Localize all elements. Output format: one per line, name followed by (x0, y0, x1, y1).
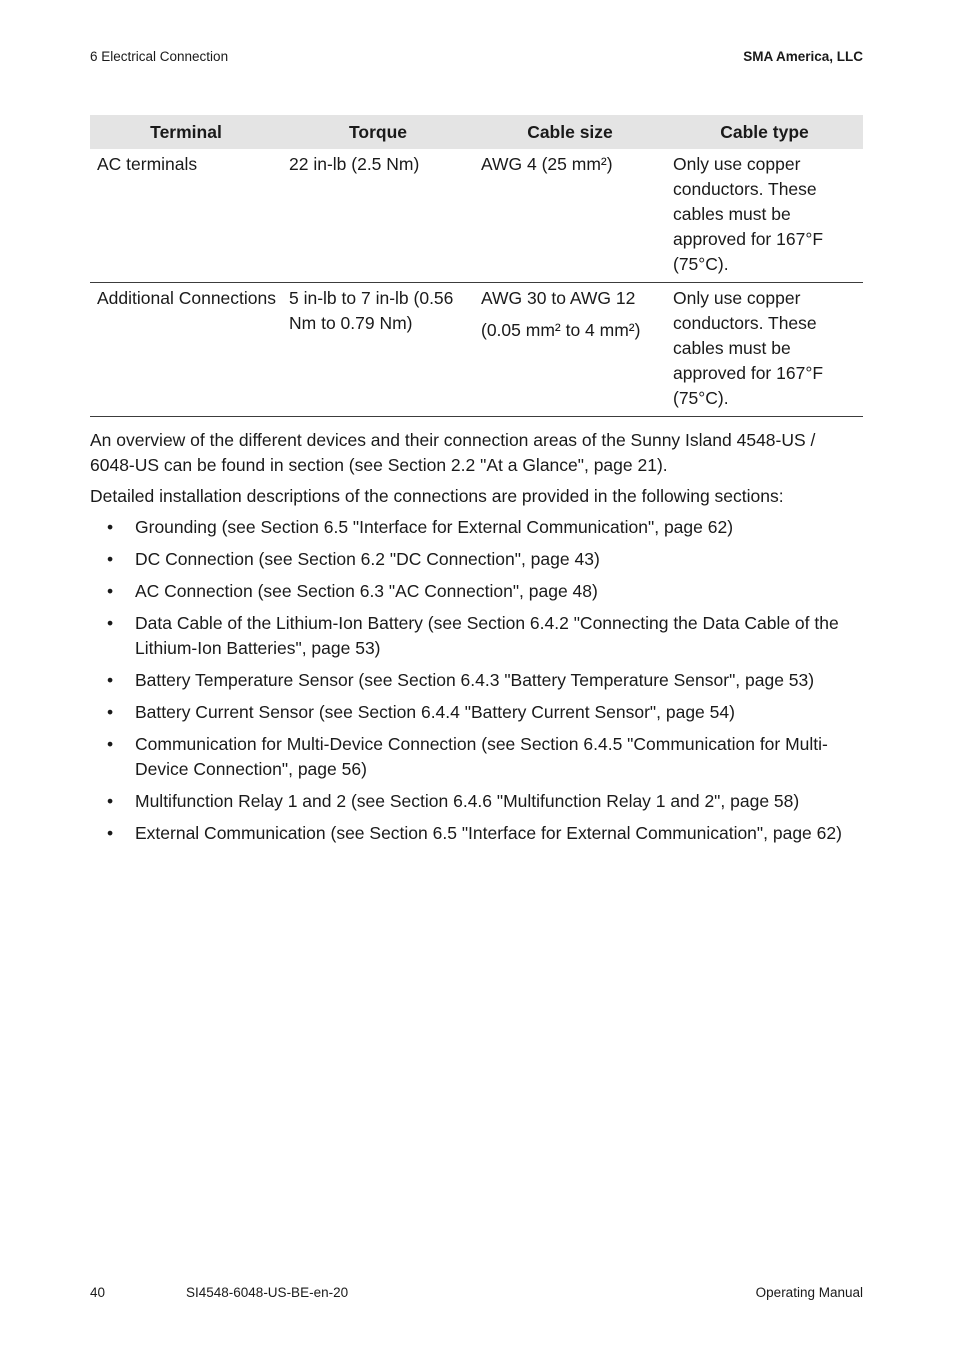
col-header-terminal: Terminal (90, 115, 282, 149)
cell-terminal: AC terminals (90, 149, 282, 283)
overview-paragraph: An overview of the different devices and their connection areas of the Sunny Island 4548-US / 6048-US can be found in section (see Section 2.2 "At a Glance", page 21). (90, 430, 816, 475)
list-item (90, 579, 863, 604)
cable-size-line: (0.05 mm² to 4 mm²) (481, 320, 641, 340)
bullet-marker: • (107, 581, 114, 601)
list-item (90, 789, 863, 814)
bullet-marker: • (107, 670, 114, 690)
list-item (90, 821, 863, 846)
table-row (90, 283, 863, 417)
cell-terminal: Additional Connections (90, 283, 282, 417)
cell-cable-size (474, 283, 666, 417)
running-header-chapter: 6 Electrical Connection (90, 49, 229, 64)
list-item (90, 700, 863, 725)
list-item (90, 515, 863, 540)
cell-cable-type: Only use copper conductors. These cables must be approved for 167°F (75°C). (666, 149, 863, 283)
bullet-marker: • (107, 791, 114, 811)
cell-cable-type: Only use copper conductors. These cables must be approved for 167°F (75°C). (666, 283, 863, 417)
list-item (90, 668, 863, 693)
list-item-text: Battery Temperature Sensor (see Section 6.4.3 "Battery Temperature Sensor", page 53) (135, 670, 815, 690)
list-item-text: Data Cable of the Lithium-Ion Battery (see Section 6.4.2 "Connecting the Data Cable of the Lithium-Ion Batteries", page 53) (135, 613, 839, 658)
page-number: 40 (90, 1285, 106, 1300)
bullet-marker: • (107, 549, 114, 569)
connection-list (90, 515, 863, 846)
cell-torque: 22 in-lb (2.5 Nm) (282, 149, 474, 283)
list-item (90, 611, 863, 661)
list-item-text: DC Connection (see Section 6.2 "DC Connection", page 43) (135, 549, 600, 569)
col-header-cable-type: Cable type (666, 115, 863, 149)
running-header-company: SMA America, LLC (743, 49, 863, 64)
intro-paragraph: Detailed installation descriptions of the connections are provided in the following sections: (90, 486, 784, 506)
list-item-text: Multifunction Relay 1 and 2 (see Section 6.4.6 "Multifunction Relay 1 and 2", page 58) (135, 791, 800, 811)
terminal-spec-table (90, 115, 863, 417)
list-item (90, 732, 863, 782)
body-text (90, 428, 863, 853)
cell-cable-size (474, 149, 666, 283)
list-item-text: Grounding (see Section 6.5 "Interface for External Communication", page 62) (135, 517, 734, 537)
col-header-cable-size: Cable size (474, 115, 666, 149)
table-header-row (90, 115, 863, 149)
cable-size-line: AWG 30 to AWG 12 (481, 288, 636, 308)
bullet-marker: • (107, 734, 114, 754)
list-item (90, 547, 863, 572)
list-item-text: Communication for Multi-Device Connection (see Section 6.4.5 "Communication for Multi-Device Connection", page 56) (135, 734, 828, 779)
bullet-marker: • (107, 517, 114, 537)
bullet-marker: • (107, 613, 114, 633)
col-header-torque: Torque (282, 115, 474, 149)
bullet-marker: • (107, 702, 114, 722)
document-type: Operating Manual (755, 1285, 863, 1300)
list-item-text: AC Connection (see Section 6.3 "AC Connection", page 48) (135, 581, 598, 601)
bullet-marker: • (107, 823, 114, 843)
table-row (90, 149, 863, 283)
cell-torque: 5 in-lb to 7 in-lb (0.56 Nm to 0.79 Nm) (282, 283, 474, 417)
list-item-text: Battery Current Sensor (see Section 6.4.4 "Battery Current Sensor", page 54) (135, 702, 735, 722)
cable-size-line: AWG 4 (25 mm²) (481, 154, 613, 174)
list-item-text: External Communication (see Section 6.5 "Interface for External Communication", page 62) (135, 823, 842, 843)
document-code: SI4548-6048-US-BE-en-20 (186, 1285, 349, 1300)
